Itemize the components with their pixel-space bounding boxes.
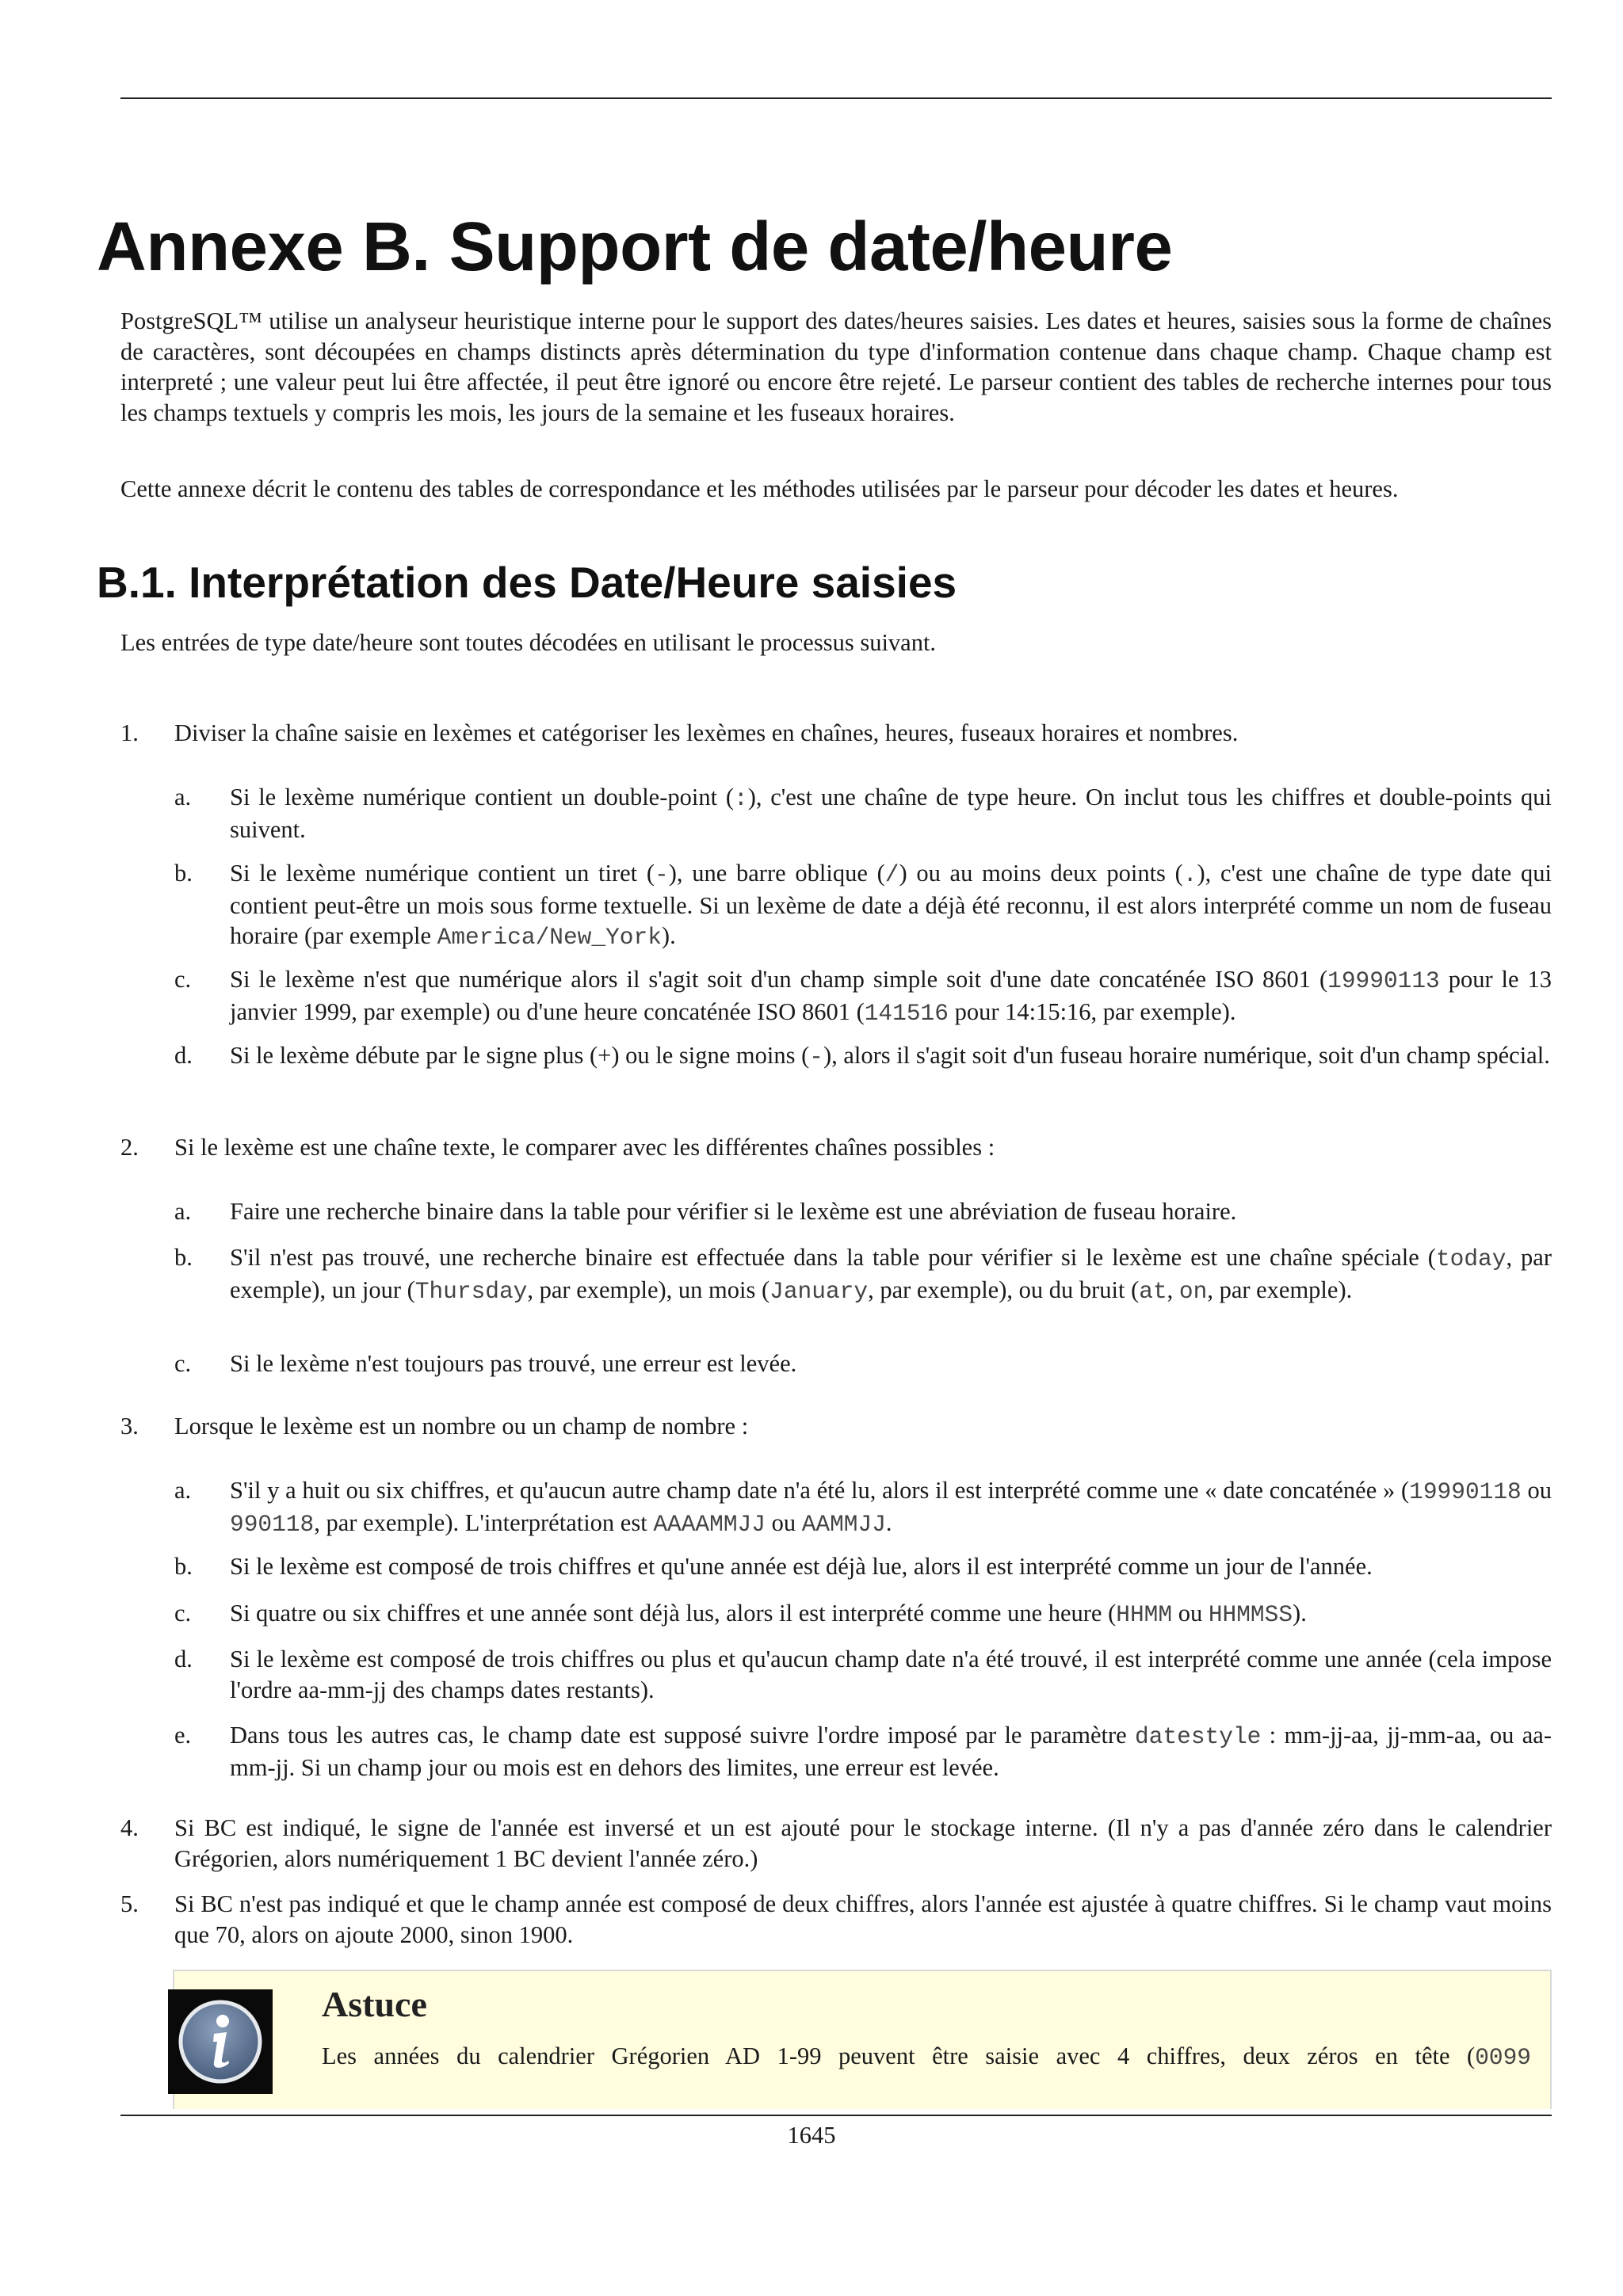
text-run: pour le 13 janvier 1999, par exemple) ou d'une heure concaténée ISO 8601 (: [230, 966, 1552, 1025]
text-run: ), c'est une chaîne de type date qui contient peut-être un mois sous forme textuelle. Si un lexème de date a déjà été reconnu, il est alors interprété comme un nom de fuseau horaire (par exemple: [230, 860, 1552, 949]
tip-text: [322, 2041, 1531, 2073]
step-number: 3.: [120, 1413, 139, 1440]
substep-text: [230, 1040, 1552, 1073]
substep-letter: a.: [174, 1477, 192, 1504]
step-number: 5.: [120, 1890, 139, 1917]
substep-letter: b.: [174, 1553, 193, 1580]
inline-code: -: [655, 861, 669, 888]
substep-text: Faire une recherche binaire dans la table pour vérifier si le lexème est une abréviation de fuseau horaire.: [230, 1198, 1237, 1225]
step-text: Si BC n'est pas indiqué et que le champ année est composé de deux chiffres, alors l'année est ajustée à quatre chiffres. Si le champ vaut moins que 70, alors on ajoute 2000, sinon 1900.: [174, 1890, 1552, 1948]
text-run: , par exemple).: [1207, 1276, 1353, 1303]
substep-letter: d.: [174, 1042, 193, 1069]
inline-code: HHMMSS: [1208, 1601, 1293, 1628]
step-text: Si le lexème est une chaîne texte, le comparer avec les différentes chaînes possibles :: [174, 1134, 995, 1161]
tip-title: Astuce: [322, 1984, 427, 2024]
text-run: , par exemple), ou du bruit (: [868, 1276, 1140, 1303]
inline-code: AAMMJJ: [801, 1510, 886, 1538]
text-run: , par exemple), un jour (: [230, 1244, 1552, 1303]
text-run: Si le lexème numérique contient un double-point (: [230, 784, 734, 810]
inline-code: at: [1139, 1277, 1167, 1305]
substep-letter: e.: [174, 1722, 192, 1749]
text-run: .: [885, 1508, 892, 1536]
substep-letter: b.: [174, 860, 193, 887]
intro-paragraph-2: Cette annexe décrit le contenu des tables de correspondance et les méthodes utilisées par le parseur pour décoder les dates et heures.: [120, 475, 1399, 502]
inline-code: -: [809, 1043, 823, 1070]
substep-text: [230, 1242, 1552, 1306]
text-run: ), c'est une chaîne de type heure. On inclut tous les chiffres et double-points qui suivent.: [230, 784, 1552, 843]
header-rule: [120, 97, 1552, 99]
text-run: Si le lexème numérique contient un tiret (: [230, 860, 655, 887]
text-run: ), alors il s'agit soit d'un fuseau horaire numérique, soit d'un champ spécial.: [823, 1042, 1550, 1069]
text-run: Si le lexème débute par le signe plus (+) ou le signe moins (: [230, 1042, 810, 1069]
step-number: 1.: [120, 719, 139, 746]
intro-paragraph-1: PostgreSQL™ utilise un analyseur heuristique interne pour le support des dates/heures saisies. Les dates et heures, saisies sous la forme de chaînes de caractères, sont découpées en champs distincts après détermination du type d'information contenue dans chaque champ. Chaque champ est interpreté ; une valeur peut lui être affectée, il peut être ignoré ou encore être rejeté. Le parseur contient des tables de recherche internes pour tous les champs textuels y compris les mois, les jours de la semaine et les fuseaux horaires.: [120, 307, 1552, 426]
inline-code: today: [1435, 1245, 1507, 1272]
inline-code: 990118: [230, 1510, 315, 1538]
text-run: Dans tous les autres cas, le champ date est supposé suivre l'ordre imposé par le paramètre: [230, 1722, 1136, 1749]
inline-code: HHMM: [1116, 1601, 1173, 1628]
section-intro: Les entrées de type date/heure sont toutes décodées en utilisant le processus suivant.: [120, 629, 937, 656]
text-run: Les années du calendrier Grégorien AD 1-99 peuvent être saisie avec 4 chiffres, deux zéros en tête (: [322, 2042, 1476, 2069]
text-run: Si quatre ou six chiffres et une année sont déjà lus, alors il est interprété comme une heure (: [230, 1600, 1117, 1627]
text-run: ,: [1167, 1276, 1179, 1303]
text-run: : mm-jj-aa, jj-mm-aa, ou aa-mm-jj. Si un champ jour ou mois est en dehors des limites, une erreur est levée.: [230, 1722, 1552, 1781]
footer-rule: [120, 2115, 1552, 2116]
substep-text: Si le lexème est composé de trois chiffres ou plus et qu'aucun champ date n'a été trouvé, il est interprété comme une année (cela impose l'ordre aa-mm-jj des champs dates restants).: [230, 1646, 1552, 1703]
text-run: , par exemple), un mois (: [527, 1276, 770, 1303]
inline-code: America/New_York: [437, 924, 662, 951]
substep-letter: d.: [174, 1646, 193, 1672]
step-number: 2.: [120, 1134, 139, 1161]
text-run: S'il y a huit ou six chiffres, et qu'aucun autre champ date n'a été lu, alors il est interprété comme une « date concaténée » (: [230, 1477, 1410, 1504]
text-run: ), une barre oblique (: [668, 860, 885, 887]
inline-code: datestyle: [1135, 1723, 1262, 1750]
text-run: ).: [661, 922, 676, 949]
substep-letter: b.: [174, 1244, 193, 1271]
substep-text: [230, 1598, 1552, 1630]
step-text: Si BC est indiqué, le signe de l'année est inversé et un est ajouté pour le stockage interne. (Il n'y a pas d'année zéro dans le calendrier Grégorien, alors numériquement 1 BC devient l'année zéro.): [174, 1814, 1552, 1872]
inline-code: 19990118: [1409, 1478, 1522, 1505]
substep-text: Si le lexème est composé de trois chiffres et qu'une année est déjà lue, alors il est interprété comme un jour de l'année.: [230, 1553, 1373, 1580]
substep-letter: a.: [174, 784, 192, 810]
inline-code: :: [733, 785, 748, 812]
inline-code: Thursday: [414, 1277, 528, 1305]
substep-letter: c.: [174, 1600, 192, 1627]
inline-code: on: [1178, 1277, 1208, 1305]
text-run: ).: [1293, 1600, 1307, 1627]
step-text: Diviser la chaîne saisie en lexèmes et catégoriser les lexèmes en chaînes, heures, fuseaux horaires et nombres.: [174, 719, 1239, 746]
substep-text: Si le lexème n'est toujours pas trouvé, une erreur est levée.: [230, 1350, 797, 1377]
text-run: ou: [1172, 1600, 1209, 1627]
info-icon: [168, 1989, 273, 2094]
text-run: ou: [765, 1508, 802, 1536]
substep-text: [230, 964, 1552, 1028]
step-text: Lorsque le lexème est un nombre ou un champ de nombre :: [174, 1413, 749, 1440]
inline-code: 19990113: [1327, 967, 1440, 994]
substep-letter: c.: [174, 966, 192, 993]
inline-code: 0099: [1475, 2044, 1531, 2071]
page-number: 1645: [787, 2122, 836, 2149]
substep-letter: a.: [174, 1198, 192, 1225]
inline-code: January: [769, 1277, 869, 1305]
text-run: Si le lexème n'est que numérique alors il s'agit soit d'un champ simple soit d'une date concaténée ISO 8601 (: [230, 966, 1328, 993]
text-run: S'il n'est pas trouvé, une recherche binaire est effectuée dans la table pour vérifier si le lexème est une chaîne spéciale (: [230, 1244, 1436, 1271]
step-number: 4.: [120, 1814, 139, 1841]
substep-letter: c.: [174, 1350, 192, 1377]
inline-code: AAAAMMJJ: [653, 1510, 766, 1538]
section-heading: B.1. Interprétation des Date/Heure saisies: [97, 558, 957, 607]
substep-text: [230, 1475, 1552, 1539]
substep-text: [230, 858, 1552, 953]
text-run: pour 14:15:16, par exemple).: [948, 997, 1236, 1025]
substep-text: [230, 1720, 1552, 1783]
page-title: Annexe B. Support de date/heure: [97, 208, 1173, 285]
text-run: ou: [1521, 1477, 1552, 1504]
substep-text: [230, 782, 1552, 845]
inline-code: /: [884, 861, 899, 888]
text-run: , par exemple). L'interprétation est: [314, 1508, 654, 1536]
inline-code: .: [1182, 861, 1197, 888]
inline-code: 141516: [864, 999, 949, 1027]
text-run: ) ou au moins deux points (: [899, 860, 1183, 887]
